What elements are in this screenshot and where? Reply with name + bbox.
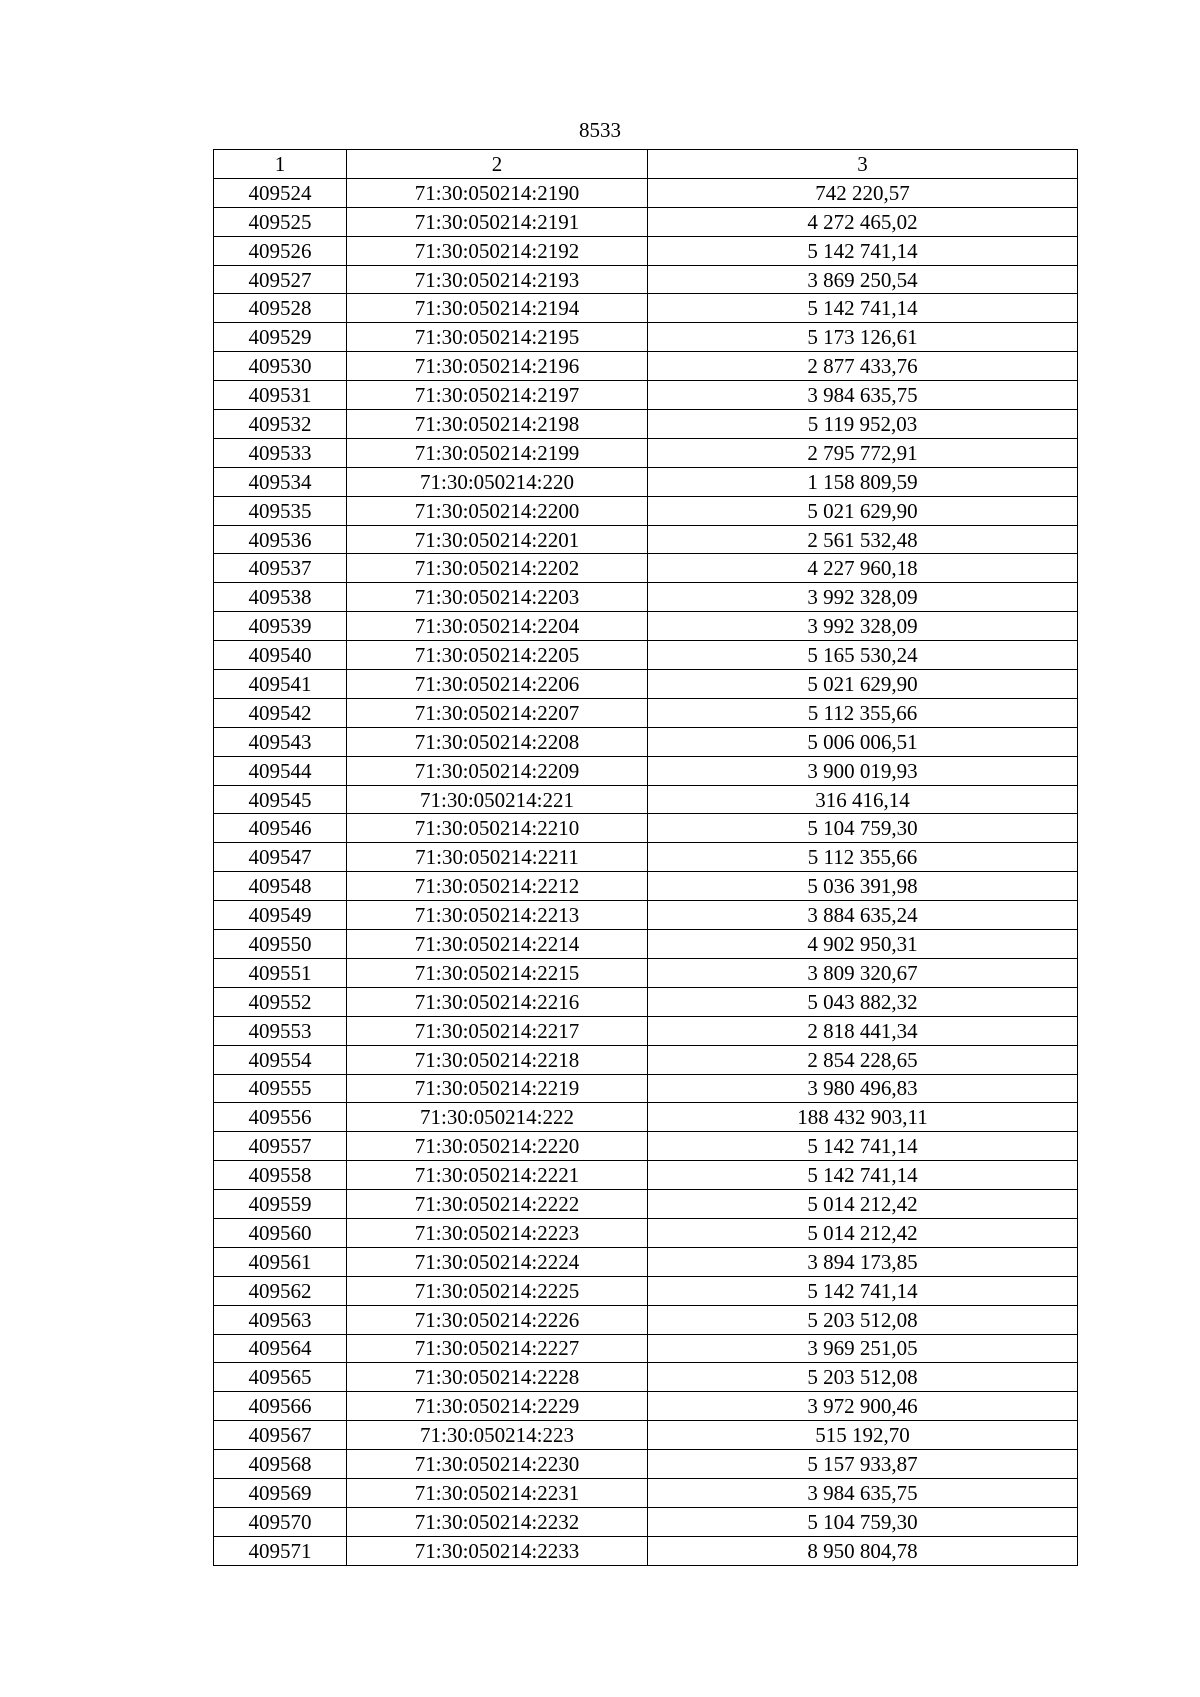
value-cell: 5 142 741,14 (648, 1276, 1078, 1305)
table-row (214, 467, 1078, 496)
table-row (214, 1247, 1078, 1276)
table-row (214, 496, 1078, 525)
row-number-cell: 409563 (214, 1305, 347, 1334)
row-number-cell: 409561 (214, 1247, 347, 1276)
row-number-cell: 409530 (214, 352, 347, 381)
cadastral-number-cell: 71:30:050214:2211 (347, 843, 648, 872)
cadastral-number-cell: 71:30:050214:2225 (347, 1276, 648, 1305)
row-number-cell: 409559 (214, 1190, 347, 1219)
row-number-cell: 409547 (214, 843, 347, 872)
value-cell: 5 112 355,66 (648, 698, 1078, 727)
table-row (214, 438, 1078, 467)
value-cell: 3 969 251,05 (648, 1334, 1078, 1363)
row-number-cell: 409526 (214, 236, 347, 265)
table-row (214, 178, 1078, 207)
value-cell: 5 112 355,66 (648, 843, 1078, 872)
row-number-cell: 409532 (214, 410, 347, 439)
table-row (214, 410, 1078, 439)
row-number-cell: 409569 (214, 1478, 347, 1507)
table-row (214, 236, 1078, 265)
row-number-cell: 409548 (214, 872, 347, 901)
row-number-cell: 409557 (214, 1132, 347, 1161)
cadastral-number-cell: 71:30:050214:2214 (347, 930, 648, 959)
cadastral-number-cell: 71:30:050214:2230 (347, 1450, 648, 1479)
cadastral-number-cell: 71:30:050214:2217 (347, 1016, 648, 1045)
value-cell: 5 104 759,30 (648, 814, 1078, 843)
value-cell: 3 980 496,83 (648, 1074, 1078, 1103)
table-row (214, 1421, 1078, 1450)
table-row (214, 1334, 1078, 1363)
row-number-cell: 409540 (214, 641, 347, 670)
cadastral-number-cell: 71:30:050214:221 (347, 785, 648, 814)
cadastral-number-cell: 71:30:050214:2197 (347, 381, 648, 410)
value-cell: 3 884 635,24 (648, 901, 1078, 930)
row-number-cell: 409566 (214, 1392, 347, 1421)
table-row (214, 930, 1078, 959)
value-cell: 2 854 228,65 (648, 1045, 1078, 1074)
cadastral-number-cell: 71:30:050214:2208 (347, 727, 648, 756)
row-number-cell: 409524 (214, 178, 347, 207)
table-row (214, 265, 1078, 294)
row-number-cell: 409556 (214, 1103, 347, 1132)
row-number-cell: 409568 (214, 1450, 347, 1479)
value-cell: 4 272 465,02 (648, 207, 1078, 236)
value-cell: 5 165 530,24 (648, 641, 1078, 670)
value-cell: 3 972 900,46 (648, 1392, 1078, 1421)
value-cell: 3 984 635,75 (648, 381, 1078, 410)
value-cell: 742 220,57 (648, 178, 1078, 207)
table-row (214, 294, 1078, 323)
table-header-row (214, 150, 1078, 179)
row-number-cell: 409542 (214, 698, 347, 727)
table-row (214, 1478, 1078, 1507)
value-cell: 3 900 019,93 (648, 756, 1078, 785)
row-number-cell: 409545 (214, 785, 347, 814)
row-number-cell: 409529 (214, 323, 347, 352)
row-number-cell: 409553 (214, 1016, 347, 1045)
row-number-cell: 409533 (214, 438, 347, 467)
table-row (214, 525, 1078, 554)
table-row (214, 583, 1078, 612)
cadastral-number-cell: 71:30:050214:2226 (347, 1305, 648, 1334)
value-cell: 188 432 903,11 (648, 1103, 1078, 1132)
value-cell: 5 021 629,90 (648, 670, 1078, 699)
cadastral-number-cell: 71:30:050214:2220 (347, 1132, 648, 1161)
table-row (214, 843, 1078, 872)
column-header-3: 3 (648, 150, 1078, 179)
value-cell: 3 894 173,85 (648, 1247, 1078, 1276)
table-row (214, 756, 1078, 785)
value-cell: 515 192,70 (648, 1421, 1078, 1450)
row-number-cell: 409570 (214, 1507, 347, 1536)
data-table (213, 149, 1078, 1566)
row-number-cell: 409527 (214, 265, 347, 294)
value-cell: 3 869 250,54 (648, 265, 1078, 294)
table-row (214, 323, 1078, 352)
table-row (214, 814, 1078, 843)
cadastral-number-cell: 71:30:050214:2215 (347, 958, 648, 987)
row-number-cell: 409543 (214, 727, 347, 756)
value-cell: 5 104 759,30 (648, 1507, 1078, 1536)
row-number-cell: 409537 (214, 554, 347, 583)
row-number-cell: 409525 (214, 207, 347, 236)
value-cell: 2 877 433,76 (648, 352, 1078, 381)
row-number-cell: 409550 (214, 930, 347, 959)
column-header-1: 1 (214, 150, 347, 179)
row-number-cell: 409546 (214, 814, 347, 843)
value-cell: 5 036 391,98 (648, 872, 1078, 901)
table-row (214, 381, 1078, 410)
cadastral-number-cell: 71:30:050214:2210 (347, 814, 648, 843)
cadastral-number-cell: 71:30:050214:2201 (347, 525, 648, 554)
cadastral-number-cell: 71:30:050214:2224 (347, 1247, 648, 1276)
cadastral-number-cell: 71:30:050214:2219 (347, 1074, 648, 1103)
cadastral-number-cell: 71:30:050214:2194 (347, 294, 648, 323)
cadastral-number-cell: 71:30:050214:2229 (347, 1392, 648, 1421)
cadastral-number-cell: 71:30:050214:2212 (347, 872, 648, 901)
cadastral-number-cell: 71:30:050214:2209 (347, 756, 648, 785)
table-row (214, 670, 1078, 699)
table-row (214, 1045, 1078, 1074)
table-row (214, 1161, 1078, 1190)
value-cell: 3 992 328,09 (648, 583, 1078, 612)
cadastral-number-cell: 71:30:050214:223 (347, 1421, 648, 1450)
table-row (214, 958, 1078, 987)
row-number-cell: 409562 (214, 1276, 347, 1305)
cadastral-number-cell: 71:30:050214:2203 (347, 583, 648, 612)
value-cell: 3 809 320,67 (648, 958, 1078, 987)
cadastral-number-cell: 71:30:050214:222 (347, 1103, 648, 1132)
row-number-cell: 409549 (214, 901, 347, 930)
page-number: 8533 (579, 118, 621, 142)
value-cell: 3 984 635,75 (648, 1478, 1078, 1507)
cadastral-number-cell: 71:30:050214:2205 (347, 641, 648, 670)
cadastral-number-cell: 71:30:050214:2213 (347, 901, 648, 930)
value-cell: 316 416,14 (648, 785, 1078, 814)
value-cell: 5 014 212,42 (648, 1218, 1078, 1247)
row-number-cell: 409536 (214, 525, 347, 554)
row-number-cell: 409555 (214, 1074, 347, 1103)
cadastral-number-cell: 71:30:050214:2223 (347, 1218, 648, 1247)
cadastral-number-cell: 71:30:050214:2202 (347, 554, 648, 583)
value-cell: 2 818 441,34 (648, 1016, 1078, 1045)
table-row (214, 1190, 1078, 1219)
table-row (214, 612, 1078, 641)
cadastral-number-cell: 71:30:050214:2190 (347, 178, 648, 207)
value-cell: 5 142 741,14 (648, 1132, 1078, 1161)
row-number-cell: 409539 (214, 612, 347, 641)
table-row (214, 1218, 1078, 1247)
value-cell: 5 173 126,61 (648, 323, 1078, 352)
cadastral-number-cell: 71:30:050214:2228 (347, 1363, 648, 1392)
table-row (214, 207, 1078, 236)
value-cell: 5 006 006,51 (648, 727, 1078, 756)
table-row (214, 785, 1078, 814)
table-row (214, 1363, 1078, 1392)
row-number-cell: 409560 (214, 1218, 347, 1247)
table-row (214, 1276, 1078, 1305)
table-row (214, 352, 1078, 381)
cadastral-number-cell: 71:30:050214:2231 (347, 1478, 648, 1507)
row-number-cell: 409554 (214, 1045, 347, 1074)
cadastral-number-cell: 71:30:050214:220 (347, 467, 648, 496)
row-number-cell: 409538 (214, 583, 347, 612)
cadastral-number-cell: 71:30:050214:2218 (347, 1045, 648, 1074)
cadastral-number-cell: 71:30:050214:2195 (347, 323, 648, 352)
value-cell: 3 992 328,09 (648, 612, 1078, 641)
table-row (214, 1016, 1078, 1045)
table-row (214, 987, 1078, 1016)
cadastral-number-cell: 71:30:050214:2207 (347, 698, 648, 727)
table-row (214, 872, 1078, 901)
table-row (214, 1103, 1078, 1132)
row-number-cell: 409528 (214, 294, 347, 323)
row-number-cell: 409531 (214, 381, 347, 410)
table-row (214, 1507, 1078, 1536)
cadastral-number-cell: 71:30:050214:2191 (347, 207, 648, 236)
table-row (214, 1450, 1078, 1479)
row-number-cell: 409558 (214, 1161, 347, 1190)
value-cell: 5 014 212,42 (648, 1190, 1078, 1219)
row-number-cell: 409565 (214, 1363, 347, 1392)
value-cell: 5 203 512,08 (648, 1363, 1078, 1392)
row-number-cell: 409544 (214, 756, 347, 785)
value-cell: 5 142 741,14 (648, 236, 1078, 265)
table-row (214, 1074, 1078, 1103)
row-number-cell: 409564 (214, 1334, 347, 1363)
table-row (214, 1392, 1078, 1421)
table-body (214, 150, 1078, 1566)
value-cell: 4 902 950,31 (648, 930, 1078, 959)
value-cell: 5 142 741,14 (648, 294, 1078, 323)
cadastral-number-cell: 71:30:050214:2196 (347, 352, 648, 381)
cadastral-number-cell: 71:30:050214:2227 (347, 1334, 648, 1363)
row-number-cell: 409552 (214, 987, 347, 1016)
cadastral-number-cell: 71:30:050214:2199 (347, 438, 648, 467)
cadastral-number-cell: 71:30:050214:2216 (347, 987, 648, 1016)
table-row (214, 1536, 1078, 1565)
row-number-cell: 409567 (214, 1421, 347, 1450)
table-row (214, 698, 1078, 727)
cadastral-number-cell: 71:30:050214:2222 (347, 1190, 648, 1219)
cadastral-number-cell: 71:30:050214:2192 (347, 236, 648, 265)
table-row (214, 641, 1078, 670)
cadastral-number-cell: 71:30:050214:2233 (347, 1536, 648, 1565)
table-row (214, 554, 1078, 583)
value-cell: 1 158 809,59 (648, 467, 1078, 496)
value-cell: 5 043 882,32 (648, 987, 1078, 1016)
row-number-cell: 409551 (214, 958, 347, 987)
column-header-2: 2 (347, 150, 648, 179)
value-cell: 4 227 960,18 (648, 554, 1078, 583)
value-cell: 8 950 804,78 (648, 1536, 1078, 1565)
row-number-cell: 409535 (214, 496, 347, 525)
value-cell: 2 561 532,48 (648, 525, 1078, 554)
table-row (214, 901, 1078, 930)
row-number-cell: 409571 (214, 1536, 347, 1565)
value-cell: 5 119 952,03 (648, 410, 1078, 439)
row-number-cell: 409534 (214, 467, 347, 496)
cadastral-number-cell: 71:30:050214:2221 (347, 1161, 648, 1190)
row-number-cell: 409541 (214, 670, 347, 699)
value-cell: 2 795 772,91 (648, 438, 1078, 467)
cadastral-number-cell: 71:30:050214:2206 (347, 670, 648, 699)
cadastral-number-cell: 71:30:050214:2193 (347, 265, 648, 294)
cadastral-number-cell: 71:30:050214:2198 (347, 410, 648, 439)
value-cell: 5 142 741,14 (648, 1161, 1078, 1190)
cadastral-number-cell: 71:30:050214:2232 (347, 1507, 648, 1536)
value-cell: 5 157 933,87 (648, 1450, 1078, 1479)
table-row (214, 1305, 1078, 1334)
table-row (214, 727, 1078, 756)
value-cell: 5 021 629,90 (648, 496, 1078, 525)
table-row (214, 1132, 1078, 1161)
value-cell: 5 203 512,08 (648, 1305, 1078, 1334)
cadastral-number-cell: 71:30:050214:2204 (347, 612, 648, 641)
cadastral-number-cell: 71:30:050214:2200 (347, 496, 648, 525)
